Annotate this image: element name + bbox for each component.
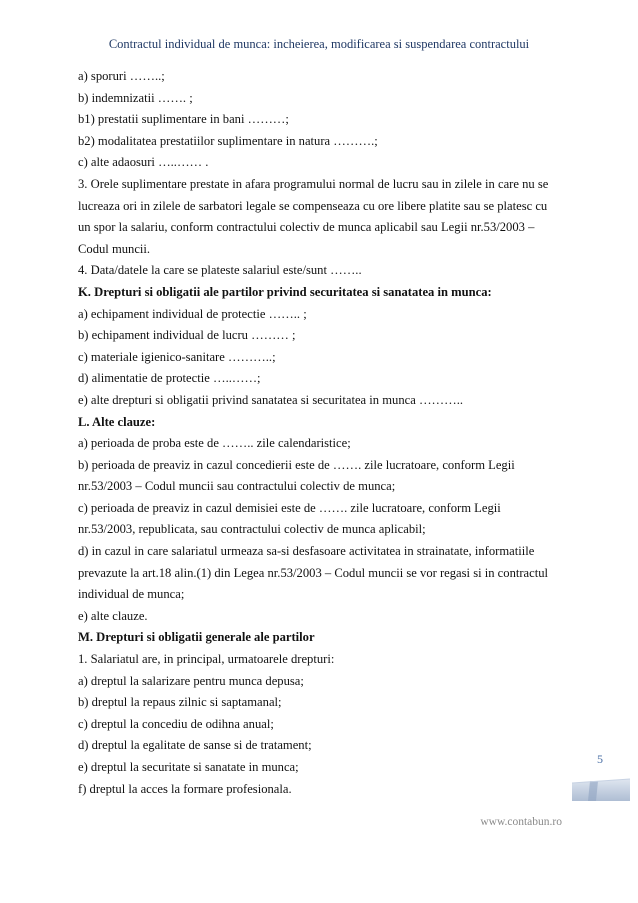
footer-website: www.contabun.ro <box>480 816 562 828</box>
page-number: 5 <box>597 752 603 766</box>
text-line: Codul muncii. <box>78 241 151 256</box>
text-line: c) alte adaosuri …..…… . <box>78 155 209 170</box>
text-line: b) dreptul la repaus zilnic si saptamanal; <box>78 695 282 710</box>
text-line: b) indemnizatii ……. ; <box>78 90 193 105</box>
text-line: d) alimentatie de protectie …..……; <box>78 371 261 386</box>
text-line: 1. Salariatul are, in principal, urmatoarele drepturi: <box>78 652 335 667</box>
text-line: a) sporuri ……..; <box>78 69 165 83</box>
text-line: a) perioada de proba este de …….. zile calendaristice; <box>78 436 351 451</box>
text-line: a) echipament individual de protectie …….. ; <box>78 306 307 321</box>
text-line: b) echipament individual de lucru ……… ; <box>78 328 296 343</box>
text-line: e) alte clauze. <box>78 608 148 623</box>
text-line: lucreaza ori in zilele de sarbatori legale se compenseaza cu ore libere platite sau se platesc cu <box>78 198 548 213</box>
section-heading: L. Alte clauze: <box>78 414 156 429</box>
text-line: 4. Data/datele la care se plateste salariul este/sunt …….. <box>78 263 362 278</box>
text-line: d) in cazul in care salariatul urmeaza sa-si desfasoare activitatea in strainatate, informatiile <box>78 544 535 559</box>
page-header: Contractul individual de munca: incheierea, modificarea si suspendarea contractului <box>108 37 530 51</box>
text-line: nr.53/2003 – Codul muncii sau contractului colectiv de munca; <box>78 479 396 494</box>
text-line: individual de munca; <box>78 587 185 602</box>
text-line: un spor la salariu, conform contractului colectiv de munca aplicabil sau Legii nr.53/2003 – <box>78 220 535 235</box>
text-line: c) perioada de preaviz in cazul demisiei este de ……. zile lucratoare, conform Legii <box>78 500 501 515</box>
text-line: prevazute la art.18 alin.(1) din Legea nr.53/2003 – Codul muncii se vor regasi si in contractul <box>78 565 549 580</box>
text-line: nr.53/2003, republicata, sau contractului colectiv de munca aplicabil; <box>78 522 426 537</box>
document-body <box>78 66 558 800</box>
text-line: c) materiale igienico-sanitare ………..; <box>78 349 276 364</box>
text-line: f) dreptul la acces la formare profesionala. <box>78 781 292 796</box>
page-tab-decoration <box>570 777 632 803</box>
section-heading: K. Drepturi si obligatii ale partilor privind securitatea si sanatatea in munca: <box>78 284 492 299</box>
text-line: a) dreptul la salarizare pentru munca depusa; <box>78 673 304 688</box>
text-line: b2) modalitatea prestatiilor suplimentare in natura ……….; <box>78 133 378 148</box>
text-line: d) dreptul la egalitate de sanse si de tratament; <box>78 738 312 753</box>
text-line: e) alte drepturi si obligatii privind sanatatea si securitatea in munca ……….. <box>78 392 464 407</box>
text-line: b) perioada de preaviz in cazul concedierii este de ……. zile lucratoare, conform Legii <box>78 457 515 472</box>
text-line: c) dreptul la concediu de odihna anual; <box>78 716 274 731</box>
text-line: b1) prestatii suplimentare in bani ………; <box>78 112 289 127</box>
text-line: 3. Orele suplimentare prestate in afara programului normal de lucru sau in zilele in care nu se <box>78 176 549 191</box>
section-heading: M. Drepturi si obligatii generale ale partilor <box>78 630 315 645</box>
text-line: e) dreptul la securitate si sanatate in munca; <box>78 760 299 774</box>
